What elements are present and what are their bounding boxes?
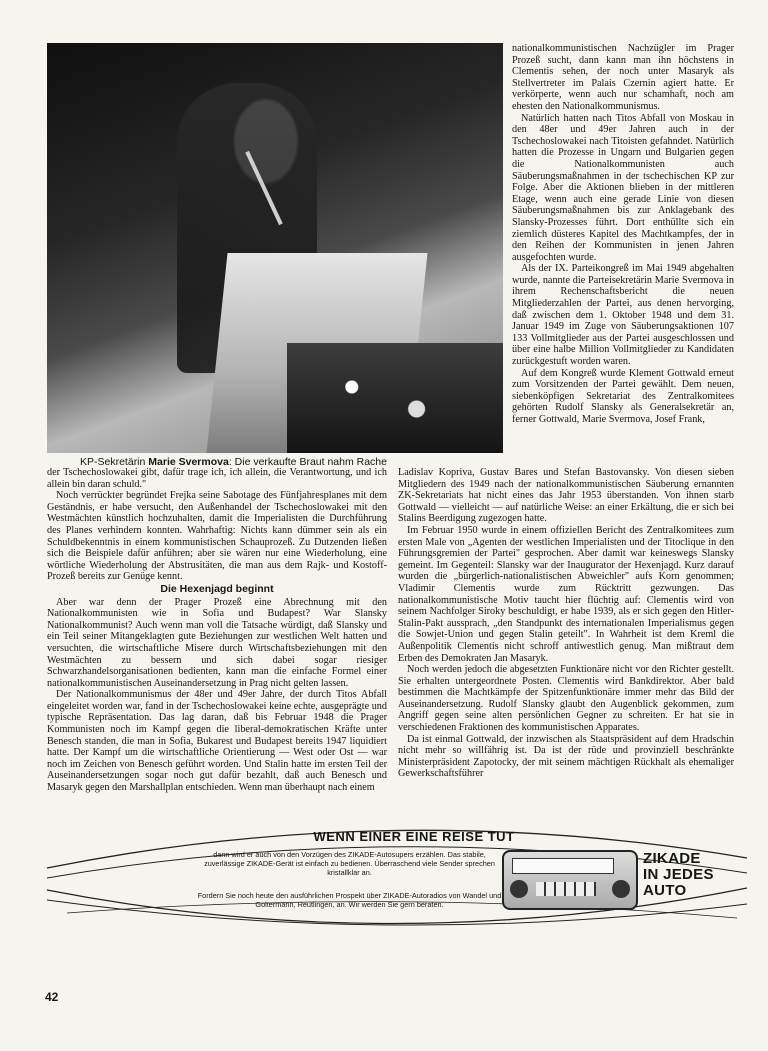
ad-text-contact: Fordern Sie noch heute den ausführlichen Prospekt über ZIKADE-Autoradios von Wandel und Goltermann, Reutlingen, an. Wir werden Sie gern beraten.: [197, 891, 502, 910]
radio-knob-left: [510, 880, 528, 898]
paragraph: Natürlich hatten nach Titos Abfall von Moskau in den 48er und 49er Jahren auch in der Tschechoslowakei nach Titoisten gefahndet. Natürlich hatten die Prozesse in Ungarn und Bulgarien gegen die Nationalkommunisten auch Säuberungsmaßnahmen in der tschechischen KP zur Folge. Aber die Aktionen blieben in der mittleren Etage, wenn auch eine gerade Linie von diesen Säuberungsmaßnahmen bis zur Anklagebank des Slansky-Prozesses führt. Dort enthüllte sich ein ziemlich düsteres Kapitel des Machtkampfes, der in den Reihen der Kommunisten in jenen Jahren ausgefochten wurde.: [512, 112, 734, 263]
flowers: [287, 343, 503, 453]
advertisement: [47, 818, 747, 936]
ad-brand: [643, 851, 723, 899]
paragraph: Da ist einmal Gottwald, der inzwischen als Staatspräsident auf dem Hradschin nicht mehr so willfährig ist. Da ist der rüde und provinziell beschränkte Ministerpräsident Zapotocky, der mit seinem mächtigen Rückhalt als ehemaliger Gewerkschaftsführer: [398, 733, 734, 780]
paragraph: Aber war denn der Prager Prozeß eine Abrechnung mit den Nationalkommunisten wie in Sofia und Budapest? War Slansky Nationalkommunist? Auch wenn man voll die Tatsache würdigt, daß Slansky und ein Teil seiner Mitangeklagten gute Beziehungen zur westlichen Welt hatten und versuchten, die wirtschaftliche Misere durch Wirtschaftsbeziehungen mit den Westmächten zu bessern und sich dabei sogar riesiger Schwarzhandelsorganisationen bedienten, kann man die einfache Formel einer nationalkommunistischen Auseinandersetzung in Prag nicht gelten lassen.: [47, 596, 387, 689]
ad-brand-line: ZIKADE: [643, 850, 701, 867]
caption-name: Marie Svermova: [148, 456, 229, 468]
caption-prefix: KP-Sekretärin: [80, 456, 149, 468]
ad-brand-line: AUTO: [643, 882, 687, 899]
ad-headline: WENN EINER EINE REISE TUT: [313, 829, 515, 844]
radio-dial: [512, 858, 614, 874]
caption-suffix: : Die verkaufte Braut nahm Rache: [228, 456, 387, 468]
column-right-top: [512, 43, 734, 453]
radio-knob-right: [612, 880, 630, 898]
paragraph: Auf dem Kongreß wurde Klement Gottwald erneut zum Vorsitzenden der Partei gewählt. Dem neuen, siebenköpfigen Sekretariat des Zentralkomitees gehörten Rudolf Slansky als Generalsekretär an, ferner Gottwald, Marie Svermova, Josef Frank,: [512, 367, 734, 425]
paragraph: der Tschechoslowakei gibt, dafür trage ich, ich allein, die Verantwortung, und ich allein bin daran schuld.": [47, 467, 387, 490]
paragraph: Noch werden jedoch die abgesetzten Funktionäre nicht vor den Richter gestellt. Sie erhalten untergeordnete Posten. Clementis wird Bankdirektor. Aber bald bestimmen die Machtkämpfe der Spitzenfunktionäre immer mehr das Bild der Auseinandersetzung. Rudolf Slansky glaubt den Augenblick gekommen, zum Angriff gegen seine alten persönlichen Gegner zu schreiten. Er hat sie in verschiedenen Fraktionen des kommunistischen Apparates.: [398, 664, 734, 734]
paragraph: nationalkommunistischen Nachzügler im Prager Prozeß sucht, dann kann man ihn höchstens in Clementis sehen, der noch unter Masaryk als Stellvertreter im Palais Czernin agiert hatte. Er verkörperte, wenn auch nur schamhaft, noch am ehesten den Nationalkommunismus.: [512, 43, 734, 112]
radio-keys: [536, 882, 596, 896]
ad-brand-line: IN JEDES: [643, 866, 714, 883]
paragraph: Als der IX. Parteikongreß im Mai 1949 abgehalten wurde, nannte die Parteisekretärin Marie Svermova in ihrem Rechenschaftsbericht die neuen Mitgliederzahlen der Partei, aus denen hervorging, daß zwischen dem 1. Oktober 1948 und dem 31. Januar 1949 im Zuge von Säuberungsaktionen 107 133 Vollmitglieder aus der Partei ausgeschlossen und über eine halbe Million Vollmitglieder zu Kandidaten zurückgestuft worden waren.: [512, 263, 734, 368]
column-right: [398, 467, 734, 782]
ad-text: dann wird er auch von den Vorzügen des ZIKADE-Autosupers erzählen. Das stabile, zuverlässige ZIKADE-Gerät ist einfach zu bedienen. Überraschend viele Sender sprechen kristallklar an.: [204, 850, 495, 878]
photo-speaker: [47, 43, 503, 453]
paragraph: Im Februar 1950 wurde in einem offiziellen Bericht des Zentralkomitees zum ersten Male von „Agenten der westlichen Imperialisten und der Titoclique in den Führungsgremien der Partei" gesprochen. Aber damit war keineswegs Slansky gemeint. Im Gegenteil: Slansky war der Inaugurator der Hexenjagd. Kurz darauf wurden die „bürgerlich-nationalistischen Abweichler" aufs Korn genommen; Vladimir Clementis wurde zum Rücktritt gezwungen. Das nationalkommunistische Motiv taucht hier flüchtig auf: Clementis wird von seinem Nachfolger Siroky beschuldigt, er habe 1939, als er sich gegen den Hitler-Stalin-Pakt aussprach, „den Standpunkt des internationalen Imperialismus gegen die Sowjet-Union und gegen Stalin geteilt". In Wahrheit ist dem Kreml die Außenpolitik Clementis nicht schroff antiwestlich genug. Man mißtraut dem Erben des Demokraten Jan Masaryk.: [398, 524, 734, 664]
paragraph: Ladislav Kopriva, Gustav Bares und Stefan Bastovansky. Von diesen sieben Mitgliedern des 1949 nach der nationalkommunistischen Säuberung ernannten ZK-Sekretariats hat nicht eines das Jahr 1953 überstanden. Von ihnen starb Gottwald — vielleicht — auf natürliche Weise: an einer Erkältung, die er sich bei Stalins Beerdigung zugezogen hatte.: [398, 467, 734, 525]
paragraph: Der Nationalkommunismus der 48er und 49er Jahre, der durch Titos Abfall eingeleitet worden war, fand in der Tschechoslowakei keine echte, ausgeprägte und typische Repräsentation. Das lag daran, daß bis Februar 1948 die Prager Kommunisten noch im Kampf gegen die liberal-demokratischen Kräfte unter Benesch standen, die man in Sofia, Bukarest und Budapest bereits 1947 liquidiert hatte. Der Kampf um die wirtschaftliche Orientierung — West oder Ost — war noch im Zeichen von Benesch geführt worden. Und Stalin hatte im ersten Teil der Auseinandersetzungen sogar noch gut dafür bezahlt, daß auch Benesch und Masaryk gegen den Marshallplan entschieden. Wenn man überhaupt nach einem: [47, 689, 387, 794]
page-number: 42: [45, 990, 59, 1004]
column-left: [47, 467, 387, 794]
car-radio-illustration: [502, 850, 638, 910]
paragraph: Noch verrückter begründet Frejka seine Sabotage des Fünfjahresplanes mit dem Geständnis, er habe versucht, den Außenhandel der Tschechoslowakei mit den Westmächten künstlich hochzuhalten, damit die Imperialisten die Durchführung des Planes verhindern konnten. Wahrhaftig: Nichts kann dümmer sein als ein Schuldbekenntnis in einem kommunistischen Schauprozeß. Zu Dutzenden ließen sich die Beispiele dafür anführen; aber sie wären nur eine Wiederholung, eine wörtliche Wiederholung der Abstrusitäten, die man aus dem Rajk- und Kostoff-Prozeß bereits zur Genüge kennt.: [47, 490, 387, 583]
section-heading: Die Hexenjagd beginnt: [160, 582, 274, 595]
